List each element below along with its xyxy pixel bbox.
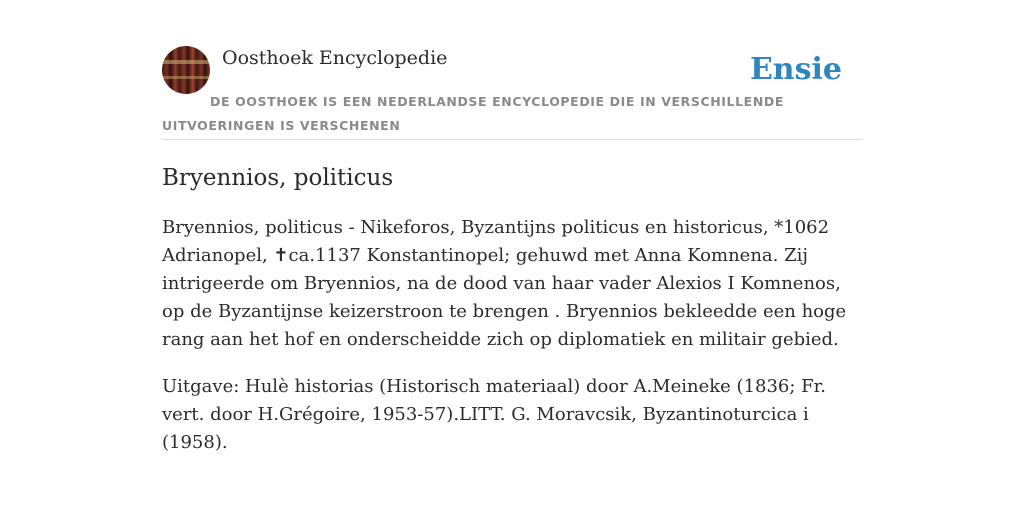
article-body-paragraph: Bryennios, politicus - Nikeforos, Byzantijns politicus en historicus, *1062 Adrianopel, ✝ca.1137 Konstantinopel; gehuwd met Anna Komnena. Zij intrigeerde om Bryennios, na de dood van haar vader Alexios I Komnenos, op de Byzantijnse keizerstroon te brengen . Bryennios bekleedde een hoge rang aan het hof en onderscheidde zich op diplomatiek en militair gebied.	[162, 217, 847, 350]
article-edition-paragraph: Uitgave: Hulè historias (Historisch materiaal) door A.Meineke (1836; Fr. vert. door H.Grégoire, 1953-57).LITT. G. Moravcsik, Byzantinoturcica i (1958).	[162, 376, 827, 453]
article-title: Bryennios, politicus	[162, 165, 394, 191]
article	[162, 163, 862, 457]
ensie-logo[interactable]: Ensie	[749, 52, 842, 87]
site-tagline: DE OOSTHOEK IS EEN NEDERLANDSE ENCYCLOPEDIE DIE IN VERSCHILLENDE UITVOERINGEN IS VERSCHENEN	[162, 94, 784, 133]
site-name-link[interactable]: Oosthoek Encyclopedie	[222, 47, 448, 69]
site-header	[162, 46, 862, 140]
page-container	[162, 46, 862, 457]
bookshelf-avatar-icon[interactable]	[162, 46, 210, 94]
